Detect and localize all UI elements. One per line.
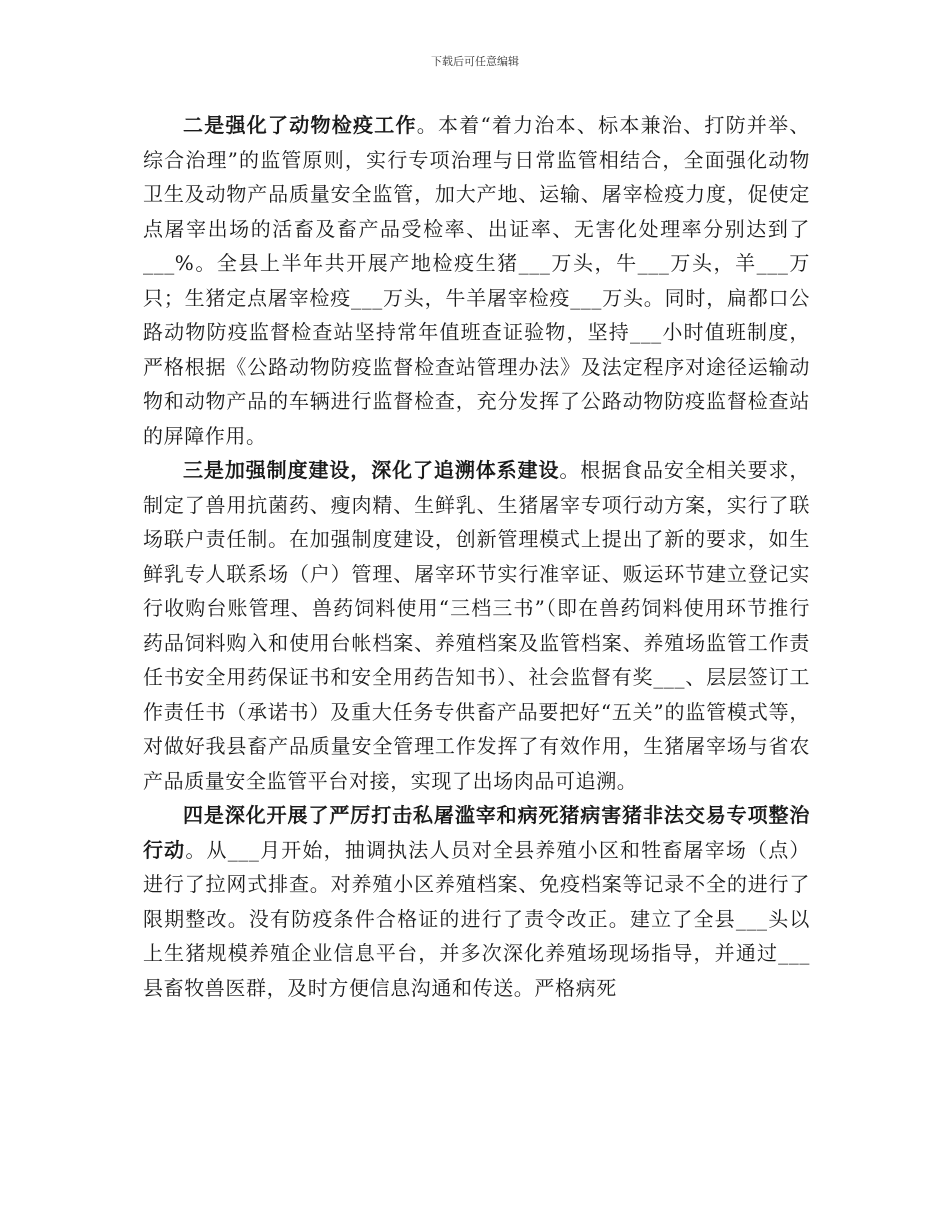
paragraph-text: 。本着“着力治本、标本兼治、打防并举、综合治理”的监管原则，实行专项治理与日常监管相结合，全面强化动物卫生及动物产品质量安全监管，加大产地、运输、屠宰检疫力度，促使定点屠宰出场的活畜及畜产品受检率、出证率、无害化处理率分别达到了___%。全县上半年共开展产地检疫生猪___万头，牛___万头，羊___万只；生猪定点屠宰检疫___万头，牛羊屠宰检疫___万头。同时，扁都口公路动物防疫监督检查站坚持常年值班查证验物，坚持___小时值班制度，严格根据《公路动物防疫监督检查站管理办法》及法定程序对途径运输动物和动物产品的车辆进行监督检查，充分发挥了公路动物防疫监督检查站的屏障作用。 [143,113,810,448]
paragraph-system-building [143,453,810,798]
paragraph-text: 。根据食品安全相关要求，制定了兽用抗菌药、瘦肉精、生鲜乳、生猪屠宰专项行动方案，实行了联场联户责任制。在加强制度建设，创新管理模式上提出了新的要求，如生鲜乳专人联系场（户）管理、屠宰环节实行准宰证、贩运环节建立登记实行收购台账管理、兽药饲料使用“三档三书”（即在兽药饲料使用环节推行药品饲料购入和使用台帐档案、养殖档案及监管档案、养殖场监管工作责任书安全用药保证书和安全用药告知书）、社会监督有奖___、层层签订工作责任书（承诺书）及重大任务专供畜产品要把好“五关”的监管模式等，对做好我县畜产品质量安全管理工作发挥了有效作用，生猪屠宰场与省农产品质量安全监管平台对接，实现了出场肉品可追溯。 [143,458,810,793]
paragraph-lead: 三是加强制度建设，深化了追溯体系建设 [183,458,560,482]
paragraph-lead: 二是强化了动物检疫工作 [183,113,417,137]
paragraph-special-campaign [143,798,810,1005]
document-body [143,108,810,1005]
paragraph-animal-quarantine [143,108,810,453]
paragraph-lead: 四是深化开展了严厉打击私屠滥宰和病死猪病害猪非法交易专项整治行动 [143,803,810,862]
page-header-note: 下载后可任意编辑 [431,55,519,68]
paragraph-text: 。从___月开始，抽调执法人员对全县养殖小区和牲畜屠宰场（点）进行了拉网式排查。对养殖小区养殖档案、免疫档案等记录不全的进行了限期整改。没有防疫条件合格证的进行了责令改正。建立了全县___头以上生猪规模养殖企业信息平台，并多次深化养殖场现场指导，并通过___县畜牧兽医群，及时方便信息沟通和传送。严格病死 [143,837,811,1000]
